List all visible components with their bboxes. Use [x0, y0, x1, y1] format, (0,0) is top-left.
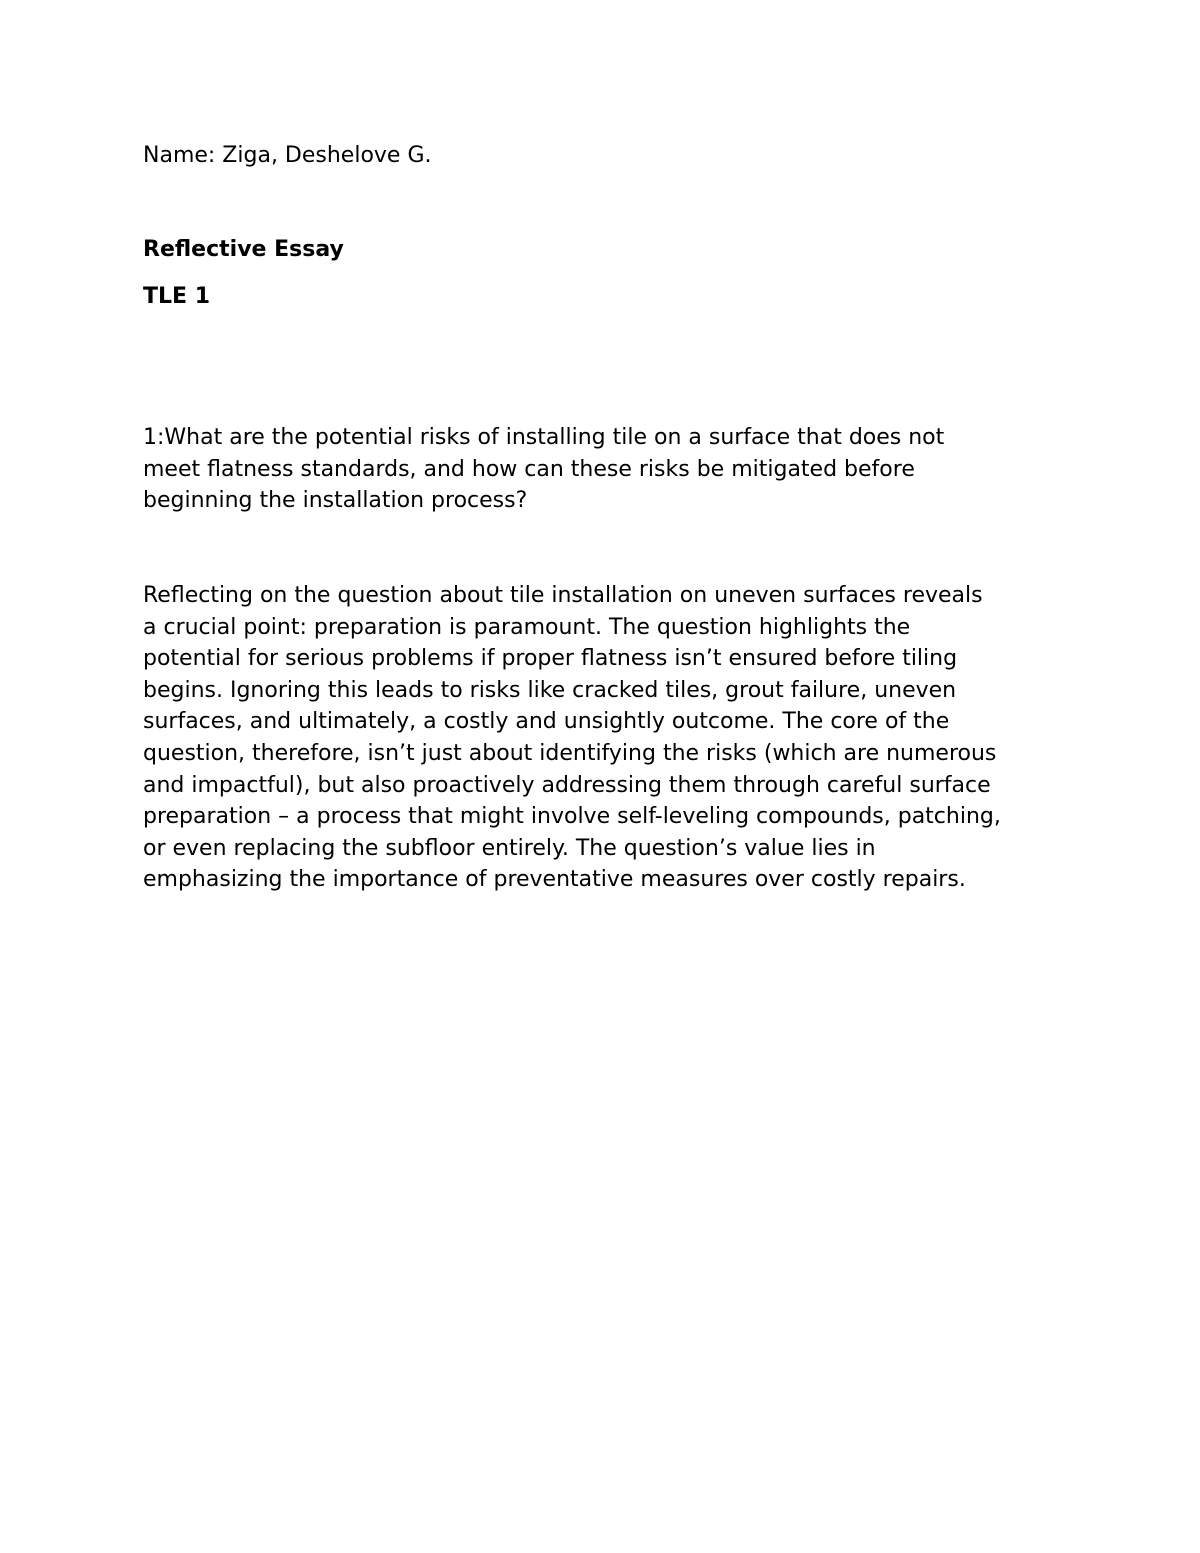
essay-line: begins. Ignoring this leads to risks like cracked tiles, grout failure, uneven [143, 677, 957, 703]
question-line: meet flatness standards, and how can these risks be mitigated before [143, 456, 915, 482]
document-title: Reflective Essay [143, 237, 344, 262]
essay-line: a crucial point: preparation is paramount. The question highlights the [143, 614, 911, 640]
essay-line: question, therefore, isn’t just about identifying the risks (which are numerous [143, 740, 997, 766]
essay-line: potential for serious problems if proper flatness isn’t ensured before tiling [143, 646, 958, 672]
essay-line: emphasizing the importance of preventative measures over costly repairs. [143, 867, 966, 893]
essay-line: surfaces, and ultimately, a costly and unsightly outcome. The core of the [143, 709, 950, 735]
essay-line: or even replacing the subfloor entirely. The question’s value lies in [143, 835, 876, 861]
essay-line: Reflecting on the question about tile installation on uneven surfaces reveals [143, 583, 983, 608]
question-line: beginning the installation process? [143, 488, 528, 514]
subject-label: TLE 1 [143, 284, 211, 309]
essay-paragraph [143, 580, 1083, 896]
essay-line: preparation – a process that might involve self-leveling compounds, patching, [143, 804, 1001, 830]
essay-line: and impactful), but also proactively addressing them through careful surface [143, 772, 991, 798]
question-paragraph [143, 422, 1083, 517]
question-line: 1:What are the potential risks of installing tile on a surface that does not [143, 425, 945, 450]
student-name: Name: Ziga, Deshelove G. [143, 143, 432, 168]
